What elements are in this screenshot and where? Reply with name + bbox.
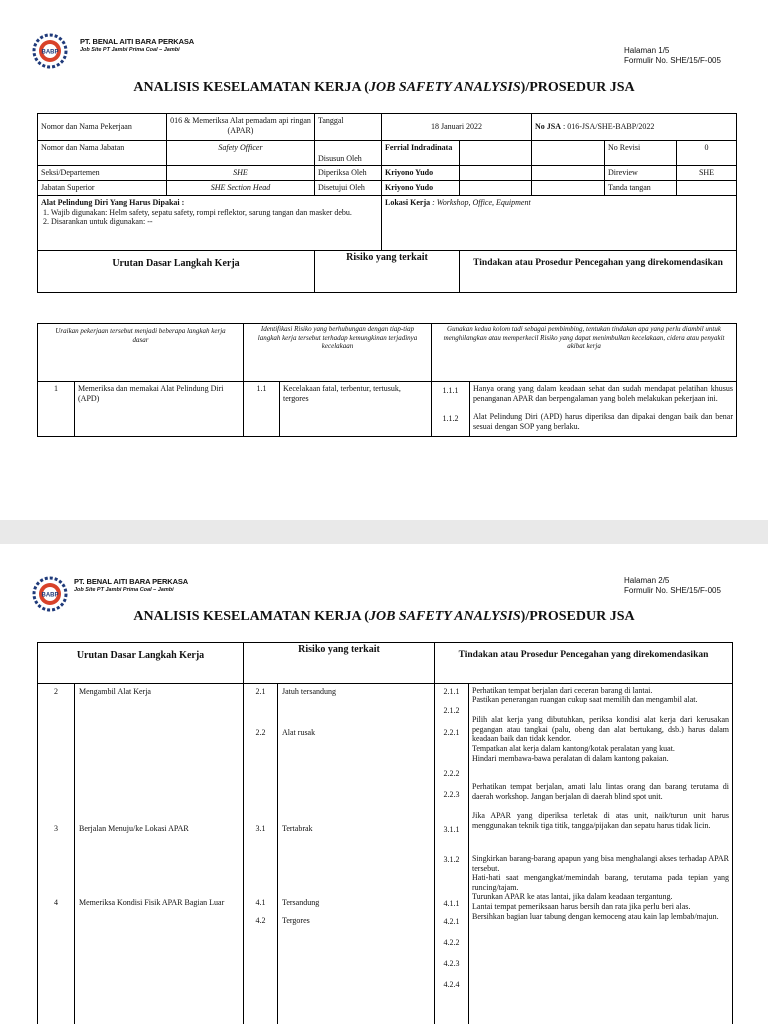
prepared-value: Ferrial Indradinata [382,141,460,166]
risk-number: 2.2 [255,728,266,737]
step-text: Mengambil Alat Kerja [79,687,151,696]
superior-label: Jabatan Superior [38,181,167,196]
risk-text: Kecelakaan fatal, terbentur, tertusuk, tergores [280,382,432,437]
action-text: Bersihkan bagian luar tabung dengan kemoceng atau kain lap lembab/majun. [472,912,719,921]
step-text: Memeriksa Kondisi Fisik APAR Bagian Luar [79,898,225,907]
action-text: Lantai tempat pemeriksaan harus bersih dan rata jika perlu beri alas. [472,902,691,911]
table-row [38,382,737,437]
action-text: Perhatikan tempat berjalan dari ceceran barang di lantai. [472,686,653,695]
step-number-column [38,684,75,1024]
jsa-info-table [37,113,737,293]
department-value: SHE [167,166,315,181]
col-header-actions: Tindakan atau Prosedur Pencegahan yang direkomendasikan [460,251,737,293]
jsa-page-2 [0,544,768,1024]
page-info [624,46,721,66]
guide-actions: Gunakan kedua kolom tadi sebagai pembimbing, tentukan tindakan apa yang perlu diambil untuk menghilangkan atau memperkecil Risiko yang dapat menimbulkan kecelakaan, cidera atau penyakit akibat kerja [432,324,737,382]
page-info [624,576,721,596]
step-text: Berjalan Menuju/ke Lokasi APAR [79,824,189,833]
date-label: Tanggal [315,114,382,141]
position-label: Nomor dan Nama Jabatan [38,141,167,166]
superior-value: SHE Section Head [167,181,315,196]
revision-label: No Revisi [605,141,677,166]
ppe-item: 1. Wajib digunakan: Helm safety, sepatu safety, rompi reflektor, sarung tangan dan masker debu. [43,207,352,217]
company-logo-icon [32,576,68,612]
document-title: ANALISIS KESELAMATAN KERJA (JOB SAFETY ANALYSIS)/PROSEDUR JSA [133,609,635,624]
checked-value: Kriyono Yudo [382,166,460,181]
form-number: Formulir No. SHE/15/F-005 [624,56,721,65]
department-label: Seksi/Departemen [38,166,167,181]
step-number: 1 [38,382,75,437]
action-text: Tempatkan alat kerja dalam kantong/kotak peralatan yang kuat. [472,744,675,753]
approved-label: Disetujui Oleh [315,181,382,196]
job-value: 016 & Memeriksa Alat pemadam api ringan (APAR) [167,114,315,141]
col-header-steps: Urutan Dasar Langkah Kerja [38,643,244,684]
company-site: Job Site PT Jambi Prima Coal – Jambi [80,47,180,53]
svg-text:BABP: BABP [41,592,59,599]
svg-text:BABP: BABP [41,49,59,56]
ppe-item: 2. Disarankan untuk digunakan: -- [43,217,153,226]
page-number: Halaman 2/5 [624,576,670,585]
action-text: Perhatikan tempat berjalan, amati lalu lintas orang dan barang terutama di daerah workshop. Jangan berjalan di daerah blind spot unit. [472,782,729,801]
action-text: Pastikan penerangan ruangan cukup saat memilih dan mengambil alat. [472,695,698,704]
action-numbers: 1.1.1 1.1.2 [432,382,470,437]
risk-text: Tertabrak [282,824,313,833]
date-value: 18 Januari 2022 [382,114,532,141]
action-text: Singkirkan barang-barang apapun yang bisa menghalangi akses terhadap APAR tersebut. [472,854,729,873]
risk-number: 4.1 [255,898,266,907]
step-text: Memeriksa dan memakai Alat Pelindung Diri (APD) [75,382,244,437]
company-site: Job Site PT Jambi Prima Coal – Jambi [74,587,174,593]
jsa-steps-table-2 [37,683,733,1024]
jsa-number: No JSA : 016-JSA/SHE-BABP/2022 [532,114,737,141]
action-text: Turunkan APAR ke atas lantai, jika dalam keadaan tergantung. [472,892,673,901]
risk-number: 2.1 [255,687,266,696]
action-text-column [469,684,733,1024]
col-header-actions: Tindakan atau Prosedur Pencegahan yang direkomendasikan [435,643,733,684]
action-text: Pilih alat kerja yang dibutuhkan, periksa kondisi alat kerja dari kerusakan pegangan atau tangkai (palu, obeng dan alat bertukang, dsb.) harus dalam keadaan baik dan tidak kendor. [472,715,729,743]
position-value: Safety Officer [167,141,315,166]
action-texts: Hanya orang yang dalam keadaan sehat dan sudah mendapat pelatihan khusus penanganan APAR dan berpengalaman yang boleh melakukan pekerjaan ini. Alat Pelindung Diri (APD) harus diperiksa dan dipakai dengan baik dan benar sesuai dengan SOP yang berlaku. [470,382,737,437]
company-name: PT. BENAL AITI BARA PERKASA [80,37,195,46]
risk-number: 3.1 [255,824,266,833]
col-header-risks: Risiko yang terkait [315,251,460,293]
form-number: Formulir No. SHE/15/F-005 [624,586,721,595]
step-number: 2 [54,687,58,696]
action-number-column: 2.1.1 2.1.2 2.2.1 2.2.2 2.2.3 3.1.1 3.1.2 4.1.1 4.2.1 4.2.2 4.2.3 4.2.4 [435,684,469,1024]
prepared-label: Disusun Oleh [315,141,382,166]
step-number: 3 [54,824,58,833]
step-number: 4 [54,898,58,907]
reviewed-value: SHE [677,166,737,181]
jsa-steps-table-1 [37,323,737,437]
risk-number-column [244,684,278,1024]
col-header-risks: Risiko yang terkait [244,643,435,684]
action-text: Hati-hati saat mengangkat/memindah barang, terutama pada tepian yang runcing/tajam. [472,873,729,892]
checked-label: Diperiksa Oleh [315,166,382,181]
col-header-steps: Urutan Dasar Langkah Kerja [38,251,315,293]
company-logo-icon [32,33,68,69]
risk-text: Jatuh tersandung [282,687,336,696]
risk-text: Alat rusak [282,728,316,737]
job-label: Nomor dan Nama Pekerjaan [38,114,167,141]
document-title: ANALISIS KESELAMATAN KERJA (JOB SAFETY ANALYSIS)/PROSEDUR JSA [133,80,635,95]
revision-value: 0 [677,141,737,166]
jsa-header-table-2 [37,642,733,684]
approved-value: Kriyono Yudo [382,181,460,196]
step-text-column [75,684,244,1024]
risk-text: Tersandung [282,898,320,907]
risk-text-column [278,684,435,1024]
company-name: PT. BENAL AITI BARA PERKASA [74,577,189,586]
page-separator [0,520,768,544]
risk-number: 1.1 [244,382,280,437]
guide-risks: Identifikasi Risiko yang berhubungan dengan tiap-tiap langkah kerja tersebut terhadap kemungkinan terjadinya kecelakaan [244,324,432,382]
action-text: Jika APAR yang diperiksa terletak di atas unit, naik/turun unit harus menggunakan teknik tiga titik, tangga/pijakan dan sepatu harus tidak licin. [472,811,729,830]
ppe-section: Alat Pelindung Diri Yang Harus Dipakai : 1. Wajib digunakan: Helm safety, sepatu safety, rompi reflektor, sarung tangan dan masker debu. 2. Disarankan untuk digunakan: -- [38,196,382,251]
action-text: Hindari membawa-bawa peralatan di dalam kantong pakaian. [472,754,669,763]
page-number: Halaman 1/5 [624,46,670,55]
guide-steps: Uraikan pekerjaan tersebut menjadi beberapa langkah kerja dasar [38,324,244,382]
risk-text: Tergores [282,916,310,925]
risk-number: 4.2 [255,916,266,925]
reviewed-label: Direview [605,166,677,181]
work-location: Lokasi Kerja : Workshop, Office, Equipment [382,196,737,251]
signature-label: Tanda tangan [605,181,677,196]
